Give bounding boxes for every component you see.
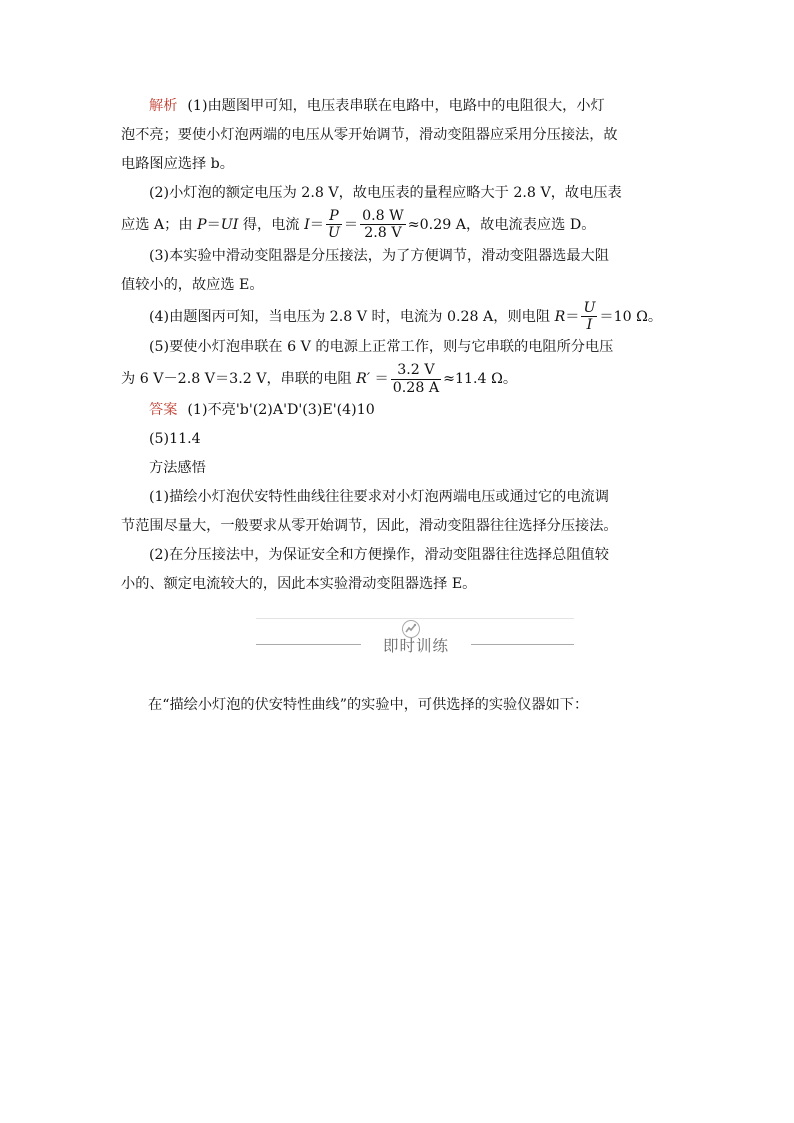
divider-line-left — [256, 644, 361, 645]
divider-top-rule — [256, 618, 574, 619]
analysis-p2-line-1: (2)小灯泡的额定电压为 2.8 V，故电压表的量程应略大于 2.8 V，故电压表 — [149, 185, 622, 201]
analysis-text: (1)由题图甲可知，电压表串联在电路中，电路中的电阻很大，小灯 — [187, 98, 605, 114]
method-p1-line-2: 节范围尽量大，一般要求从零开始调节，因此，滑动变阻器往往选择分压接法。 — [121, 517, 618, 534]
answer-label: 答案 — [149, 401, 178, 418]
numerator: U — [583, 299, 596, 316]
text: 得，电流 — [238, 216, 305, 233]
analysis-line-3: 电路图应选择 b。 — [121, 156, 234, 172]
numerator: 0.8 W — [362, 208, 404, 224]
method-p2-line-1: (2)在分压接法中，为保证安全和方便操作，滑动变阻器往往选择总阻值较 — [149, 546, 609, 563]
analysis-p3-line-1: (3)本实验中滑动变阻器是分压接法，为了方便调节，滑动变阻器选最大阻 — [149, 247, 609, 264]
answer-line-1 — [121, 396, 681, 425]
denominator: I — [586, 316, 593, 333]
fraction-voltage-over-current — [391, 362, 441, 396]
text: 应选 A；由 — [121, 216, 198, 233]
text: (4)由题图丙可知，当电压为 2.8 V 时，电流为 0.28 A，则电阻 — [149, 308, 555, 325]
text: ＝10 Ω。 — [599, 308, 663, 325]
equals: ＝ — [309, 216, 324, 233]
answer-text: (1)不亮'b'(2)A'D'(3)E'(4)10 — [187, 401, 375, 418]
analysis-p2-line-2 — [121, 208, 681, 242]
content — [121, 92, 681, 599]
var-p: P — [197, 216, 207, 233]
method-p1-line-1: (1)描绘小灯泡伏安特性曲线往往要求对小灯泡两端电压或通过它的电流调 — [149, 488, 609, 505]
text: ≈0.29 A，故电流表应选 D。 — [407, 216, 596, 233]
denominator: 0.28 A — [392, 379, 440, 396]
equals: ＝ — [565, 308, 580, 325]
equals: ＝ — [343, 216, 359, 233]
analysis-line-1 — [121, 92, 681, 121]
analysis-p3-line-2: 值较小的，故应选 E。 — [121, 276, 264, 293]
var-r: R — [554, 308, 566, 325]
divider-line-right — [471, 644, 574, 645]
equals: ＝ — [370, 371, 389, 388]
equals: ＝ — [206, 216, 221, 233]
numerator: 3.2 V — [391, 362, 441, 379]
text: ≈11.4 Ω。 — [443, 371, 518, 388]
section-title: 即时训练 — [382, 637, 449, 655]
analysis-p5-line-2 — [121, 362, 681, 396]
var-i: I — [304, 216, 310, 233]
denominator: U — [327, 225, 340, 242]
method-p2-line-2: 小的、额定电流较大的，因此本实验滑动变阻器选择 E。 — [121, 575, 477, 592]
fraction-power-over-voltage — [360, 208, 406, 242]
section-divider — [256, 618, 574, 662]
analysis-label: 解析 — [149, 98, 178, 114]
method-title: 方法感悟 — [149, 459, 206, 476]
numerator: P — [326, 208, 342, 225]
fraction-u-over-i — [581, 300, 597, 334]
analysis-p4-line — [121, 300, 681, 334]
text: 为 6 V－2.8 V＝3.2 V，串联的电阻 — [121, 371, 357, 388]
fraction-p-over-u — [326, 208, 342, 242]
answer-line-2: (5)11.4 — [149, 430, 201, 447]
analysis-p5-line-1: (5)要使小灯泡串联在 6 V 的电源上正常工作，则与它串联的电阻所分电压 — [149, 339, 614, 356]
analysis-line-2: 泡不亮；要使小灯泡两端的电压从零开始调节，滑动变阻器应采用分压接法，故 — [121, 127, 618, 143]
var-ui: UI — [220, 216, 239, 233]
denominator: 2.8 V — [364, 225, 402, 242]
question-text: 在“描绘小灯泡的伏安特性曲线”的实验中，可供选择的实验仪器如下： — [148, 697, 589, 714]
var-r-prime: R′ — [356, 371, 371, 388]
